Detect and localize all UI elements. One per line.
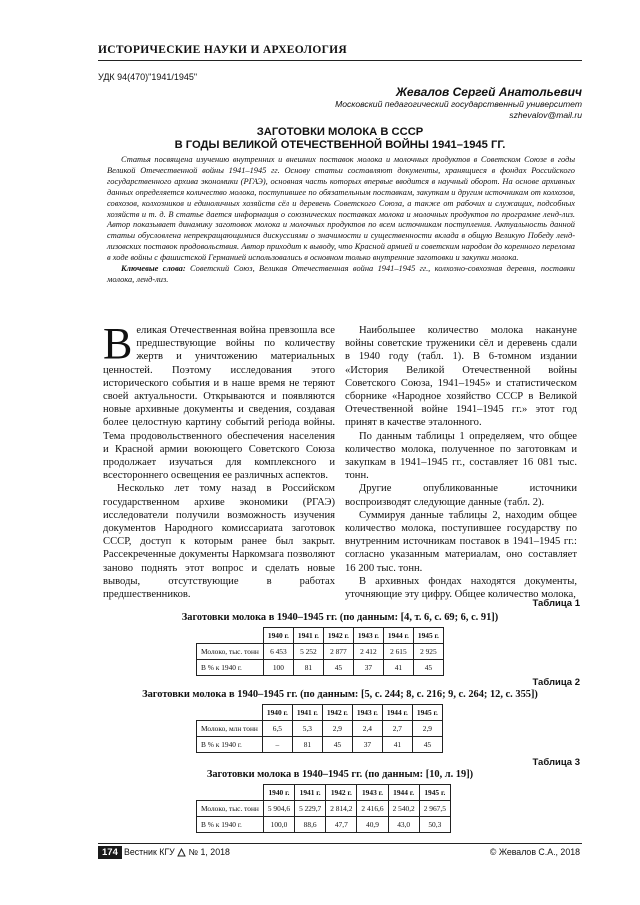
table-cell: 2 877 [323, 644, 353, 660]
table-cell: 2 967,5 [419, 801, 450, 817]
table-cell: 100,0 [263, 817, 294, 833]
table-header-cell: 1941 г. [292, 705, 322, 721]
abstract [107, 155, 575, 286]
table-cell: 2 412 [353, 644, 383, 660]
table-cell: 2,7 [382, 721, 412, 737]
table-cell: 43,0 [388, 817, 419, 833]
author-affiliation: Московский педагогический государственный университет [335, 99, 582, 109]
table-1 [196, 627, 444, 676]
table-corner-cell [197, 705, 263, 721]
table-header-row [197, 628, 444, 644]
table-header-cell: 1944 г. [383, 628, 413, 644]
table-cell: 5 252 [293, 644, 323, 660]
author-name: Жевалов Сергей Анатольевич [395, 85, 582, 99]
table-row-label: В % к 1940 г. [197, 737, 263, 753]
table-cell: 2 416,6 [357, 801, 388, 817]
drop-cap: В [103, 319, 133, 368]
abstract-text: Статья посвящена изучению внутренних и внешних поставок молока и молочных продуктов в Советском Союзе в годы Великой Отечественной войны 1941–1945 гг. Основу статьи составляют документы, хранящиеся в фондах Российского государственного архива экономики (РГАЭ), основная часть которых впервые вводится в научный оборот. На основе архивных данных определяется количество молока, поступившее по обязательным поставкам, закупкам и другим источникам от колхозов, совхозов, колхозников и единоличных хозяйств сёл и деревень Советского Союза, а также от рабочих и служащих, подсобных хозяйств и т. д. В статье дается информация о союзнических поставках молока и молочных продуктов по программе ленд-лиз. Автор показывает динамику заготовок молока и молочных продуктов по всем источникам поступления. Актуальность данной статьи обусловлена непрекращающимися дискуссиями о значимости и существенности вклада в общую Великую Победу ленд-лизовских поставок продовольствия. Автор приходит к выводу, что Красной армией и советским народом до коренного перелома в ходе войны с фашистской Германией использовались в основном только внутренние заготовки и закупки молока. [107, 155, 575, 263]
table-row [197, 737, 443, 753]
table-row [197, 817, 451, 833]
table-header-row [197, 785, 451, 801]
table-cell: 2 814,2 [326, 801, 357, 817]
table-cell: 45 [412, 737, 442, 753]
table-row [197, 801, 451, 817]
table-header-cell: 1941 г. [293, 628, 323, 644]
table-cell: 81 [292, 737, 322, 753]
table-header-cell: 1942 г. [323, 628, 353, 644]
table-1-label: Таблица 1 [532, 598, 580, 609]
table-corner-cell [197, 785, 264, 801]
table-cell: – [262, 737, 292, 753]
table-row-label: В % к 1940 г. [197, 660, 264, 676]
body-paragraph: В архивных фондах находятся документы, уточняющие эту цифру. Общее количество молока, [345, 575, 577, 601]
author-email: szhevalov@mail.ru [509, 110, 582, 120]
table-header-cell: 1943 г. [357, 785, 388, 801]
table-cell: 47,7 [326, 817, 357, 833]
table-header-cell: 1944 г. [382, 705, 412, 721]
table-cell: 88,6 [295, 817, 326, 833]
section-header: ИСТОРИЧЕСКИЕ НАУКИ И АРХЕОЛОГИЯ [98, 44, 348, 56]
table-cell: 100 [263, 660, 293, 676]
table-header-cell: 1940 г. [263, 628, 293, 644]
table-header-cell: 1940 г. [263, 785, 294, 801]
footer-rule [98, 843, 582, 844]
table-row-label: Молоко, млн тонн [197, 721, 263, 737]
table-cell: 2,9 [322, 721, 352, 737]
body-paragraph: По данным таблицы 1 определяем, что общее количество молока, полученное по заготовкам и закупкам в 1941–1945 гг., составляет 16 081 тыс. тонн. [345, 430, 577, 482]
table-cell: 2 540,2 [388, 801, 419, 817]
body-column-right [345, 324, 577, 601]
body-text: еликая Отечественная война превзошла все предшествующие войны по количеству жертв и уничтожению материальных ценностей. Поэтому исследования этого исторического события и в наше время не теряют своей актуальности. Открываются и появляются новые архивные документы и сведения, создавая более целостную картину событий periода войны. Тема продовольственного обеспечения населения и Красной армии воюющего Советского Союза продолжает изучаться для комплексного и всестороннего освещения ее различных аспектов. [103, 325, 335, 482]
journal-issue: № 1, 2018 [188, 847, 230, 857]
table-header-cell: 1940 г. [262, 705, 292, 721]
table-header-cell: 1943 г. [353, 628, 383, 644]
table-cell: 41 [382, 737, 412, 753]
table-header-cell: 1942 г. [322, 705, 352, 721]
table-3-caption: Заготовки молока в 1940–1945 гг. (по данным: [10, л. 19]) [206, 769, 474, 780]
table-cell: 2 925 [413, 644, 443, 660]
table-3-label: Таблица 3 [532, 757, 580, 768]
table-cell: 45 [413, 660, 443, 676]
body-paragraph [103, 319, 335, 482]
table-cell: 45 [323, 660, 353, 676]
table-row [197, 644, 444, 660]
table-header-cell: 1942 г. [326, 785, 357, 801]
udk-code: УДК 94(470)"1941/1945" [98, 72, 198, 82]
table-cell: 81 [293, 660, 323, 676]
keywords [107, 264, 575, 286]
copyright: © Жевалов С.А., 2018 [489, 847, 580, 857]
table-header-cell: 1943 г. [352, 705, 382, 721]
table-1-caption: Заготовки молока в 1940–1945 гг. (по данным: [4, т. 6, с. 69; 6, с. 91]) [181, 612, 499, 623]
table-cell: 6,5 [262, 721, 292, 737]
journal-info [124, 847, 230, 857]
table-corner-cell [197, 628, 264, 644]
table-cell: 37 [352, 737, 382, 753]
table-2-caption: Заготовки молока в 1940–1945 гг. (по данным: [5, с. 244; 8, с. 216; 9, с. 264; 12, с. 355]) [142, 689, 538, 700]
header-rule [98, 60, 582, 61]
title-line-1: ЗАГОТОВКИ МОЛОКА В СССР [256, 126, 424, 138]
table-header-cell: 1945 г. [419, 785, 450, 801]
title-line-2: В ГОДЫ ВЕЛИКОЙ ОТЕЧЕСТВЕННОЙ ВОЙНЫ 1941–1945 ГГ. [174, 139, 506, 151]
table-2-label: Таблица 2 [532, 677, 580, 688]
table-row [197, 721, 443, 737]
table-row-label: Молоко, тыс. тонн [197, 644, 264, 660]
journal-logo-icon [177, 848, 186, 857]
table-cell: 50,3 [419, 817, 450, 833]
article-title [98, 126, 582, 152]
table-row-label: В % к 1940 г. [197, 817, 264, 833]
journal-name: Вестник КГУ [124, 847, 175, 857]
table-cell: 5 904,6 [263, 801, 294, 817]
body-paragraph: Несколько лет тому назад в Российском государственном архиве экономики (РГАЭ) исследователи получили возможность изучения документов Народного комиссариата заготовок СССР, доступ к которым ранее был закрыт. Рассекреченные документы Наркомзага позволяют заново поднять этот вопрос и сделать новые выводы, отсутствующие в работах предшественников. [103, 483, 335, 601]
table-header-cell: 1945 г. [413, 628, 443, 644]
table-cell: 6 453 [263, 644, 293, 660]
table-cell: 2,9 [412, 721, 442, 737]
page-number: 174 [98, 846, 122, 859]
table-header-cell: 1944 г. [388, 785, 419, 801]
table-header-cell: 1941 г. [295, 785, 326, 801]
table-header-row [197, 705, 443, 721]
table-2 [196, 704, 443, 753]
body-column-left [103, 319, 335, 601]
keywords-label: Ключевые слова: [121, 264, 186, 274]
table-3 [196, 784, 451, 833]
body-paragraph: Другие опубликованные источники воспроизводят следующие данные (табл. 2). [345, 483, 577, 508]
table-cell: 5,3 [292, 721, 322, 737]
body-paragraph: Суммируя данные таблицы 2, находим общее количество молока, поступившее государству по внутренним источникам поставок в 1941–1945 гг.: согласно указанным материалам, оно составляет 16 200 тыс. тонн. [345, 509, 577, 574]
table-cell: 41 [383, 660, 413, 676]
table-cell: 40,9 [357, 817, 388, 833]
table-cell: 5 229,7 [295, 801, 326, 817]
table-row [197, 660, 444, 676]
keywords-text: Советский Союз, Великая Отечественная война 1941–1945 гг., колхозно-совхозная деревня, поставки молока, ленд-лиз. [107, 264, 575, 284]
table-row-label: Молоко, тыс. тонн [197, 801, 264, 817]
table-header-cell: 1945 г. [412, 705, 442, 721]
table-cell: 2 615 [383, 644, 413, 660]
table-cell: 45 [322, 737, 352, 753]
table-cell: 2,4 [352, 721, 382, 737]
table-cell: 37 [353, 660, 383, 676]
author-block [335, 85, 582, 121]
body-paragraph: Наибольшее количество молока накануне войны советские труженики сёл и деревень сдали в 1940 году (табл. 1). В 6-томном издании «История Великой Отечественной войны Советского Союза, 1941–1945» и статистическом сборнике «Народное хозяйство СССР в Великой Отечественной войне 1941–1945 гг.» этот год принят в качестве эталонного. [345, 325, 577, 429]
